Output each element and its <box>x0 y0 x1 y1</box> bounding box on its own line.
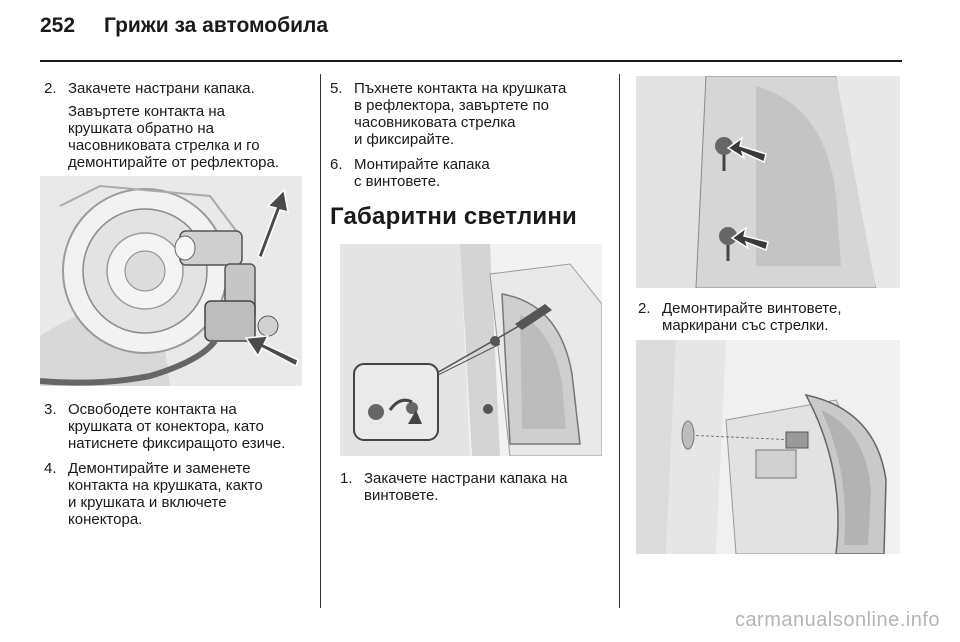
step-2 <box>44 80 314 97</box>
step-6 <box>330 156 612 190</box>
step-1 <box>340 470 610 504</box>
column-2 <box>330 80 612 237</box>
step-number: 4. <box>44 460 57 477</box>
step-number: 3. <box>44 401 57 418</box>
column-2-lower <box>340 470 610 506</box>
step-text: Демонтирайте винтовете, маркирани със стрелки. <box>662 300 842 334</box>
step-text: Закачете настрани капака. <box>68 80 255 97</box>
step-number: 2. <box>638 300 651 317</box>
step-text: Закачете настрани капака на винтовете. <box>364 470 568 504</box>
screw-arrows-illustration <box>636 76 900 288</box>
page-title: Грижи за автомобила <box>104 14 329 37</box>
column-divider-right <box>619 74 620 608</box>
column-3 <box>638 300 908 336</box>
tail-lamp-cover-illustration <box>340 244 602 456</box>
step-text: Пъхнете контакта на крушката в рефлектора, завъртете по часовниковата стрелка и фиксирайте. <box>354 80 567 148</box>
watermark: carmanualsonline.info <box>734 609 940 631</box>
page-number: 252 <box>40 14 76 37</box>
step-number: 5. <box>330 80 343 97</box>
bulb-socket-illustration <box>40 176 302 386</box>
step-number: 6. <box>330 156 343 173</box>
section-heading: Габаритни светлини <box>330 203 577 230</box>
step-2-screws <box>638 300 908 334</box>
header-rule <box>40 60 902 62</box>
step-text: Монтирайте капака с винтовете. <box>354 156 490 190</box>
column-1 <box>44 80 314 171</box>
step-4 <box>44 460 314 528</box>
step-3 <box>44 401 314 452</box>
step-text: Демонтирайте и заменете контакта на крушката, както и крушката и включете конектора. <box>68 460 263 528</box>
column-divider-left <box>320 74 321 608</box>
lamp-removal-illustration <box>636 340 900 554</box>
step-2-detail: Завъртете контакта на крушката обратно на часовниковата стрелка и го демонтирайте от рефлектора. <box>68 103 280 171</box>
step-5 <box>330 80 612 148</box>
step-number: 2. <box>44 80 57 97</box>
page-header <box>40 14 328 38</box>
column-1-lower <box>44 401 314 530</box>
step-number: 1. <box>340 470 353 487</box>
step-text: Освободете контакта на крушката от конектора, като натиснете фиксиращото езиче. <box>68 401 286 452</box>
